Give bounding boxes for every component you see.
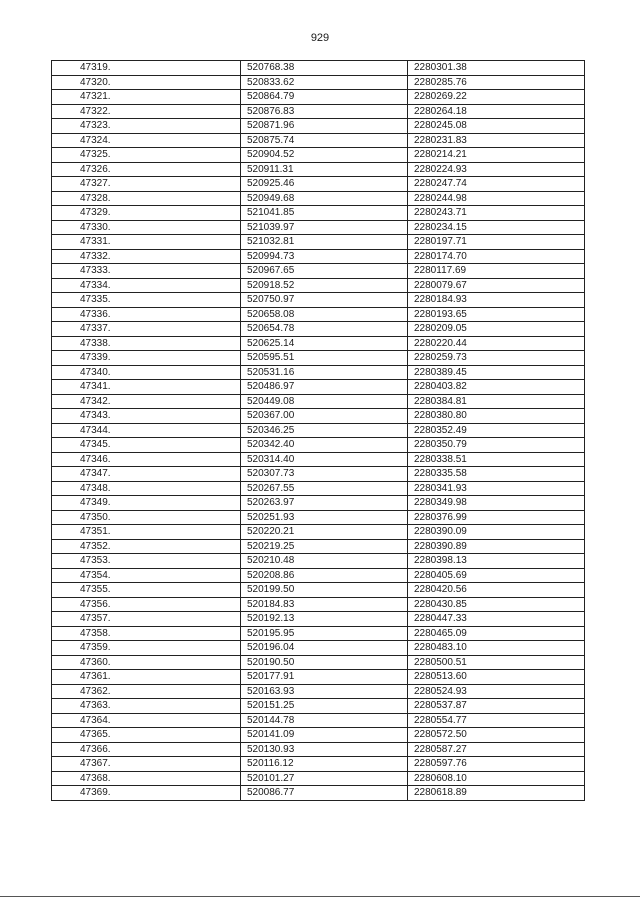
point-number-cell: 47369.: [52, 786, 241, 801]
point-number-cell: 47339.: [52, 351, 241, 366]
point-number-cell: 47333.: [52, 264, 241, 279]
point-number-cell: 47331.: [52, 235, 241, 250]
table-row: [52, 467, 585, 482]
point-number-cell: 47344.: [52, 423, 241, 438]
x-coordinate-cell: 521032.81: [241, 235, 408, 250]
point-number-cell: 47363.: [52, 699, 241, 714]
y-coordinate-cell: 2280301.38: [408, 61, 585, 76]
point-number-cell: 47356.: [52, 597, 241, 612]
x-coordinate-cell: 520192.13: [241, 612, 408, 627]
y-coordinate-cell: 2280285.76: [408, 75, 585, 90]
y-coordinate-cell: 2280572.50: [408, 728, 585, 743]
table-row: [52, 264, 585, 279]
point-number-cell: 47352.: [52, 539, 241, 554]
table-row: [52, 278, 585, 293]
x-coordinate-cell: 520768.38: [241, 61, 408, 76]
y-coordinate-cell: 2280079.67: [408, 278, 585, 293]
y-coordinate-cell: 2280209.05: [408, 322, 585, 337]
table-row: [52, 293, 585, 308]
point-number-cell: 47346.: [52, 452, 241, 467]
x-coordinate-cell: 520177.91: [241, 670, 408, 685]
table-row: [52, 699, 585, 714]
y-coordinate-cell: 2280618.89: [408, 786, 585, 801]
page-number: 929: [310, 32, 330, 44]
y-coordinate-cell: 2280244.98: [408, 191, 585, 206]
y-coordinate-cell: 2280587.27: [408, 742, 585, 757]
table-row: [52, 496, 585, 511]
table-row: [52, 583, 585, 598]
table-row: [52, 525, 585, 540]
point-number-cell: 47362.: [52, 684, 241, 699]
table-row: [52, 322, 585, 337]
point-number-cell: 47334.: [52, 278, 241, 293]
x-coordinate-cell: 520658.08: [241, 307, 408, 322]
table-row: [52, 438, 585, 453]
x-coordinate-cell: 520449.08: [241, 394, 408, 409]
x-coordinate-cell: 520871.96: [241, 119, 408, 134]
x-coordinate-cell: 520346.25: [241, 423, 408, 438]
point-number-cell: 47345.: [52, 438, 241, 453]
x-coordinate-cell: 520994.73: [241, 249, 408, 264]
y-coordinate-cell: 2280259.73: [408, 351, 585, 366]
y-coordinate-cell: 2280376.99: [408, 510, 585, 525]
x-coordinate-cell: 520210.48: [241, 554, 408, 569]
y-coordinate-cell: 2280483.10: [408, 641, 585, 656]
y-coordinate-cell: 2280524.93: [408, 684, 585, 699]
y-coordinate-cell: 2280513.60: [408, 670, 585, 685]
point-number-cell: 47367.: [52, 757, 241, 772]
x-coordinate-cell: 520195.95: [241, 626, 408, 641]
x-coordinate-cell: 520654.78: [241, 322, 408, 337]
point-number-cell: 47322.: [52, 104, 241, 119]
point-number-cell: 47364.: [52, 713, 241, 728]
point-number-cell: 47342.: [52, 394, 241, 409]
point-number-cell: 47321.: [52, 90, 241, 105]
table-row: [52, 307, 585, 322]
y-coordinate-cell: 2280197.71: [408, 235, 585, 250]
x-coordinate-cell: 520219.25: [241, 539, 408, 554]
y-coordinate-cell: 2280341.93: [408, 481, 585, 496]
coordinates-table-body: [52, 61, 585, 801]
table-row: [52, 510, 585, 525]
table-row: [52, 220, 585, 235]
y-coordinate-cell: 2280384.81: [408, 394, 585, 409]
page-bottom-line: [0, 896, 640, 897]
point-number-cell: 47340.: [52, 365, 241, 380]
y-coordinate-cell: 2280247.74: [408, 177, 585, 192]
table-row: [52, 235, 585, 250]
point-number-cell: 47365.: [52, 728, 241, 743]
x-coordinate-cell: 520144.78: [241, 713, 408, 728]
x-coordinate-cell: 520876.83: [241, 104, 408, 119]
x-coordinate-cell: 520918.52: [241, 278, 408, 293]
y-coordinate-cell: 2280500.51: [408, 655, 585, 670]
x-coordinate-cell: 520367.00: [241, 409, 408, 424]
table-row: [52, 568, 585, 583]
table-row: [52, 148, 585, 163]
y-coordinate-cell: 2280117.69: [408, 264, 585, 279]
y-coordinate-cell: 2280390.09: [408, 525, 585, 540]
table-row: [52, 191, 585, 206]
x-coordinate-cell: 520101.27: [241, 771, 408, 786]
table-row: [52, 133, 585, 148]
x-coordinate-cell: 520116.12: [241, 757, 408, 772]
point-number-cell: 47360.: [52, 655, 241, 670]
point-number-cell: 47319.: [52, 61, 241, 76]
y-coordinate-cell: 2280214.21: [408, 148, 585, 163]
x-coordinate-cell: 520750.97: [241, 293, 408, 308]
y-coordinate-cell: 2280269.22: [408, 90, 585, 105]
y-coordinate-cell: 2280193.65: [408, 307, 585, 322]
point-number-cell: 47357.: [52, 612, 241, 627]
point-number-cell: 47350.: [52, 510, 241, 525]
y-coordinate-cell: 2280380.80: [408, 409, 585, 424]
table-row: [52, 249, 585, 264]
y-coordinate-cell: 2280234.15: [408, 220, 585, 235]
table-row: [52, 771, 585, 786]
point-number-cell: 47347.: [52, 467, 241, 482]
point-number-cell: 47354.: [52, 568, 241, 583]
y-coordinate-cell: 2280537.87: [408, 699, 585, 714]
point-number-cell: 47338.: [52, 336, 241, 351]
x-coordinate-cell: 520531.16: [241, 365, 408, 380]
point-number-cell: 47329.: [52, 206, 241, 221]
table-row: [52, 61, 585, 76]
point-number-cell: 47361.: [52, 670, 241, 685]
x-coordinate-cell: 520342.40: [241, 438, 408, 453]
y-coordinate-cell: 2280390.89: [408, 539, 585, 554]
table-row: [52, 351, 585, 366]
x-coordinate-cell: 520263.97: [241, 496, 408, 511]
y-coordinate-cell: 2280350.79: [408, 438, 585, 453]
y-coordinate-cell: 2280335.58: [408, 467, 585, 482]
x-coordinate-cell: 520864.79: [241, 90, 408, 105]
coordinates-table: [51, 60, 585, 801]
y-coordinate-cell: 2280224.93: [408, 162, 585, 177]
point-number-cell: 47335.: [52, 293, 241, 308]
x-coordinate-cell: 521041.85: [241, 206, 408, 221]
x-coordinate-cell: 520251.93: [241, 510, 408, 525]
table-row: [52, 206, 585, 221]
table-row: [52, 684, 585, 699]
x-coordinate-cell: 520875.74: [241, 133, 408, 148]
table-row: [52, 641, 585, 656]
point-number-cell: 47336.: [52, 307, 241, 322]
point-number-cell: 47337.: [52, 322, 241, 337]
point-number-cell: 47341.: [52, 380, 241, 395]
table-row: [52, 612, 585, 627]
x-coordinate-cell: 520925.46: [241, 177, 408, 192]
table-row: [52, 177, 585, 192]
x-coordinate-cell: 520625.14: [241, 336, 408, 351]
point-number-cell: 47332.: [52, 249, 241, 264]
point-number-cell: 47323.: [52, 119, 241, 134]
y-coordinate-cell: 2280338.51: [408, 452, 585, 467]
y-coordinate-cell: 2280389.45: [408, 365, 585, 380]
x-coordinate-cell: 520595.51: [241, 351, 408, 366]
table-row: [52, 757, 585, 772]
x-coordinate-cell: 520267.55: [241, 481, 408, 496]
x-coordinate-cell: 520208.86: [241, 568, 408, 583]
x-coordinate-cell: 520151.25: [241, 699, 408, 714]
table-row: [52, 728, 585, 743]
table-row: [52, 380, 585, 395]
table-row: [52, 742, 585, 757]
x-coordinate-cell: 520911.31: [241, 162, 408, 177]
table-row: [52, 670, 585, 685]
point-number-cell: 47368.: [52, 771, 241, 786]
table-row: [52, 409, 585, 424]
table-row: [52, 365, 585, 380]
x-coordinate-cell: 520307.73: [241, 467, 408, 482]
table-row: [52, 104, 585, 119]
y-coordinate-cell: 2280403.82: [408, 380, 585, 395]
table-row: [52, 597, 585, 612]
x-coordinate-cell: 520967.65: [241, 264, 408, 279]
y-coordinate-cell: 2280243.71: [408, 206, 585, 221]
table-row: [52, 786, 585, 801]
point-number-cell: 47366.: [52, 742, 241, 757]
point-number-cell: 47325.: [52, 148, 241, 163]
y-coordinate-cell: 2280174.70: [408, 249, 585, 264]
y-coordinate-cell: 2280447.33: [408, 612, 585, 627]
table-row: [52, 554, 585, 569]
y-coordinate-cell: 2280430.85: [408, 597, 585, 612]
table-row: [52, 626, 585, 641]
y-coordinate-cell: 2280405.69: [408, 568, 585, 583]
y-coordinate-cell: 2280349.98: [408, 496, 585, 511]
y-coordinate-cell: 2280554.77: [408, 713, 585, 728]
point-number-cell: 47358.: [52, 626, 241, 641]
x-coordinate-cell: 520199.50: [241, 583, 408, 598]
y-coordinate-cell: 2280465.09: [408, 626, 585, 641]
x-coordinate-cell: 520949.68: [241, 191, 408, 206]
x-coordinate-cell: 520904.52: [241, 148, 408, 163]
y-coordinate-cell: 2280220.44: [408, 336, 585, 351]
x-coordinate-cell: 520141.09: [241, 728, 408, 743]
x-coordinate-cell: 520190.50: [241, 655, 408, 670]
table-row: [52, 423, 585, 438]
x-coordinate-cell: 520196.04: [241, 641, 408, 656]
x-coordinate-cell: 520086.77: [241, 786, 408, 801]
x-coordinate-cell: 520130.93: [241, 742, 408, 757]
table-row: [52, 713, 585, 728]
x-coordinate-cell: 520833.62: [241, 75, 408, 90]
y-coordinate-cell: 2280231.83: [408, 133, 585, 148]
x-coordinate-cell: 520220.21: [241, 525, 408, 540]
point-number-cell: 47351.: [52, 525, 241, 540]
table-row: [52, 90, 585, 105]
table-row: [52, 394, 585, 409]
y-coordinate-cell: 2280420.56: [408, 583, 585, 598]
y-coordinate-cell: 2280184.93: [408, 293, 585, 308]
table-row: [52, 539, 585, 554]
x-coordinate-cell: 520163.93: [241, 684, 408, 699]
table-row: [52, 655, 585, 670]
x-coordinate-cell: 520486.97: [241, 380, 408, 395]
point-number-cell: 47348.: [52, 481, 241, 496]
point-number-cell: 47359.: [52, 641, 241, 656]
point-number-cell: 47320.: [52, 75, 241, 90]
x-coordinate-cell: 520184.83: [241, 597, 408, 612]
point-number-cell: 47326.: [52, 162, 241, 177]
x-coordinate-cell: 521039.97: [241, 220, 408, 235]
point-number-cell: 47324.: [52, 133, 241, 148]
point-number-cell: 47330.: [52, 220, 241, 235]
y-coordinate-cell: 2280264.18: [408, 104, 585, 119]
y-coordinate-cell: 2280398.13: [408, 554, 585, 569]
point-number-cell: 47349.: [52, 496, 241, 511]
y-coordinate-cell: 2280352.49: [408, 423, 585, 438]
y-coordinate-cell: 2280608.10: [408, 771, 585, 786]
point-number-cell: 47355.: [52, 583, 241, 598]
table-row: [52, 481, 585, 496]
table-row: [52, 119, 585, 134]
y-coordinate-cell: 2280245.08: [408, 119, 585, 134]
y-coordinate-cell: 2280597.76: [408, 757, 585, 772]
table-row: [52, 75, 585, 90]
point-number-cell: 47327.: [52, 177, 241, 192]
table-row: [52, 162, 585, 177]
table-row: [52, 336, 585, 351]
x-coordinate-cell: 520314.40: [241, 452, 408, 467]
point-number-cell: 47343.: [52, 409, 241, 424]
table-row: [52, 452, 585, 467]
point-number-cell: 47328.: [52, 191, 241, 206]
point-number-cell: 47353.: [52, 554, 241, 569]
